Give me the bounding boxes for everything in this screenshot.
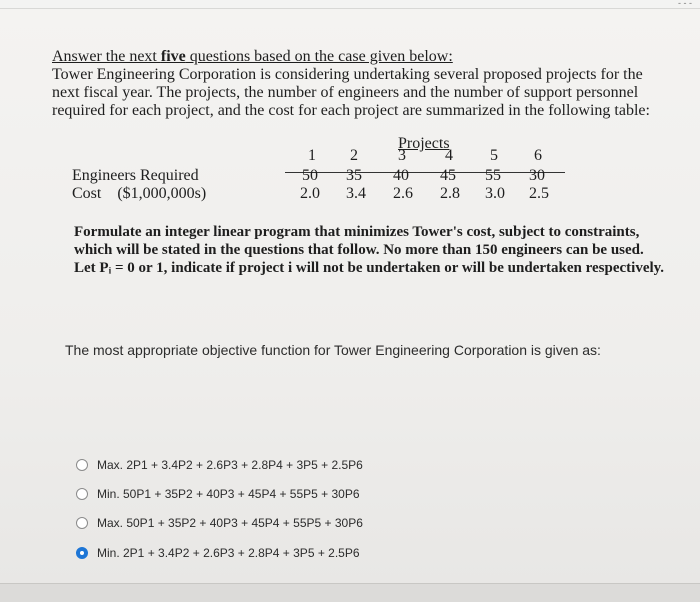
radio-button[interactable] xyxy=(76,517,88,529)
radio-button[interactable] xyxy=(76,488,88,500)
case-intro-line-2: next fiscal year. The projects, the number of engineers and the number of support personnel xyxy=(52,84,639,101)
bottom-edge xyxy=(0,583,700,602)
table-cell: 2.0 xyxy=(300,185,320,202)
project-number: 4 xyxy=(445,147,453,164)
case-intro-line-3: required for each project, and the cost for each project are summarized in the following table: xyxy=(52,102,650,119)
case-text xyxy=(52,47,662,120)
table-cell: 55 xyxy=(485,167,501,184)
radio-button[interactable] xyxy=(76,459,88,471)
row-label-engineers: Engineers Required xyxy=(72,167,199,184)
table-cell: 2.8 xyxy=(440,185,460,202)
table-cell: 50 xyxy=(302,167,318,184)
table-cell: 3.0 xyxy=(485,185,505,202)
corner-marks: - - - xyxy=(678,0,692,8)
project-number: 1 xyxy=(308,147,316,164)
table-cell: 2.6 xyxy=(393,185,413,202)
top-edge xyxy=(0,0,700,9)
option-label: Min. 50P1 + 35P2 + 40P3 + 45P4 + 55P5 + 30P6 xyxy=(97,487,360,501)
formulation-text xyxy=(74,223,674,277)
table-cell: 2.5 xyxy=(529,185,549,202)
table-cell: 35 xyxy=(346,167,362,184)
formulation-line-3: Let Pᵢ = 0 or 1, indicate if project i will not be undertaken or will be undertaken respectively. xyxy=(74,260,665,276)
table-cell: 40 xyxy=(393,167,409,184)
case-intro-line-1: Tower Engineering Corporation is considering undertaking several proposed projects for the xyxy=(52,66,643,83)
answer-option-2[interactable] xyxy=(76,487,360,501)
project-number: 5 xyxy=(490,147,498,164)
option-label: Min. 2P1 + 3.4P2 + 2.6P3 + 2.8P4 + 3P5 + 2.5P6 xyxy=(97,546,360,560)
question-prompt: The most appropriate objective function for Tower Engineering Corporation is given as: xyxy=(65,342,601,358)
row-label-cost: Cost ($1,000,000s) xyxy=(72,185,207,202)
project-number: 3 xyxy=(398,147,406,164)
project-number: 6 xyxy=(534,147,542,164)
formulation-line-2: which will be stated in the questions that follow. No more than 150 engineers can be used. xyxy=(74,242,644,258)
project-number: 2 xyxy=(350,147,358,164)
projects-table-title: Projects xyxy=(398,135,450,152)
answer-option-4[interactable] xyxy=(76,546,360,560)
case-heading: Answer the next five questions based on the case given below: xyxy=(52,48,453,65)
formulation-line-1: Formulate an integer linear program that minimizes Tower's cost, subject to constraints, xyxy=(74,224,640,240)
answer-option-1[interactable] xyxy=(76,458,363,472)
table-cell: 3.4 xyxy=(346,185,366,202)
answer-option-3[interactable] xyxy=(76,516,363,530)
question-card xyxy=(0,9,700,584)
table-cell: 30 xyxy=(529,167,545,184)
table-cell: 45 xyxy=(440,167,456,184)
radio-button-selected[interactable] xyxy=(76,547,88,559)
option-label: Max. 50P1 + 35P2 + 40P3 + 45P4 + 55P5 + 30P6 xyxy=(97,516,363,530)
option-label: Max. 2P1 + 3.4P2 + 2.6P3 + 2.8P4 + 3P5 + 2.5P6 xyxy=(97,458,363,472)
